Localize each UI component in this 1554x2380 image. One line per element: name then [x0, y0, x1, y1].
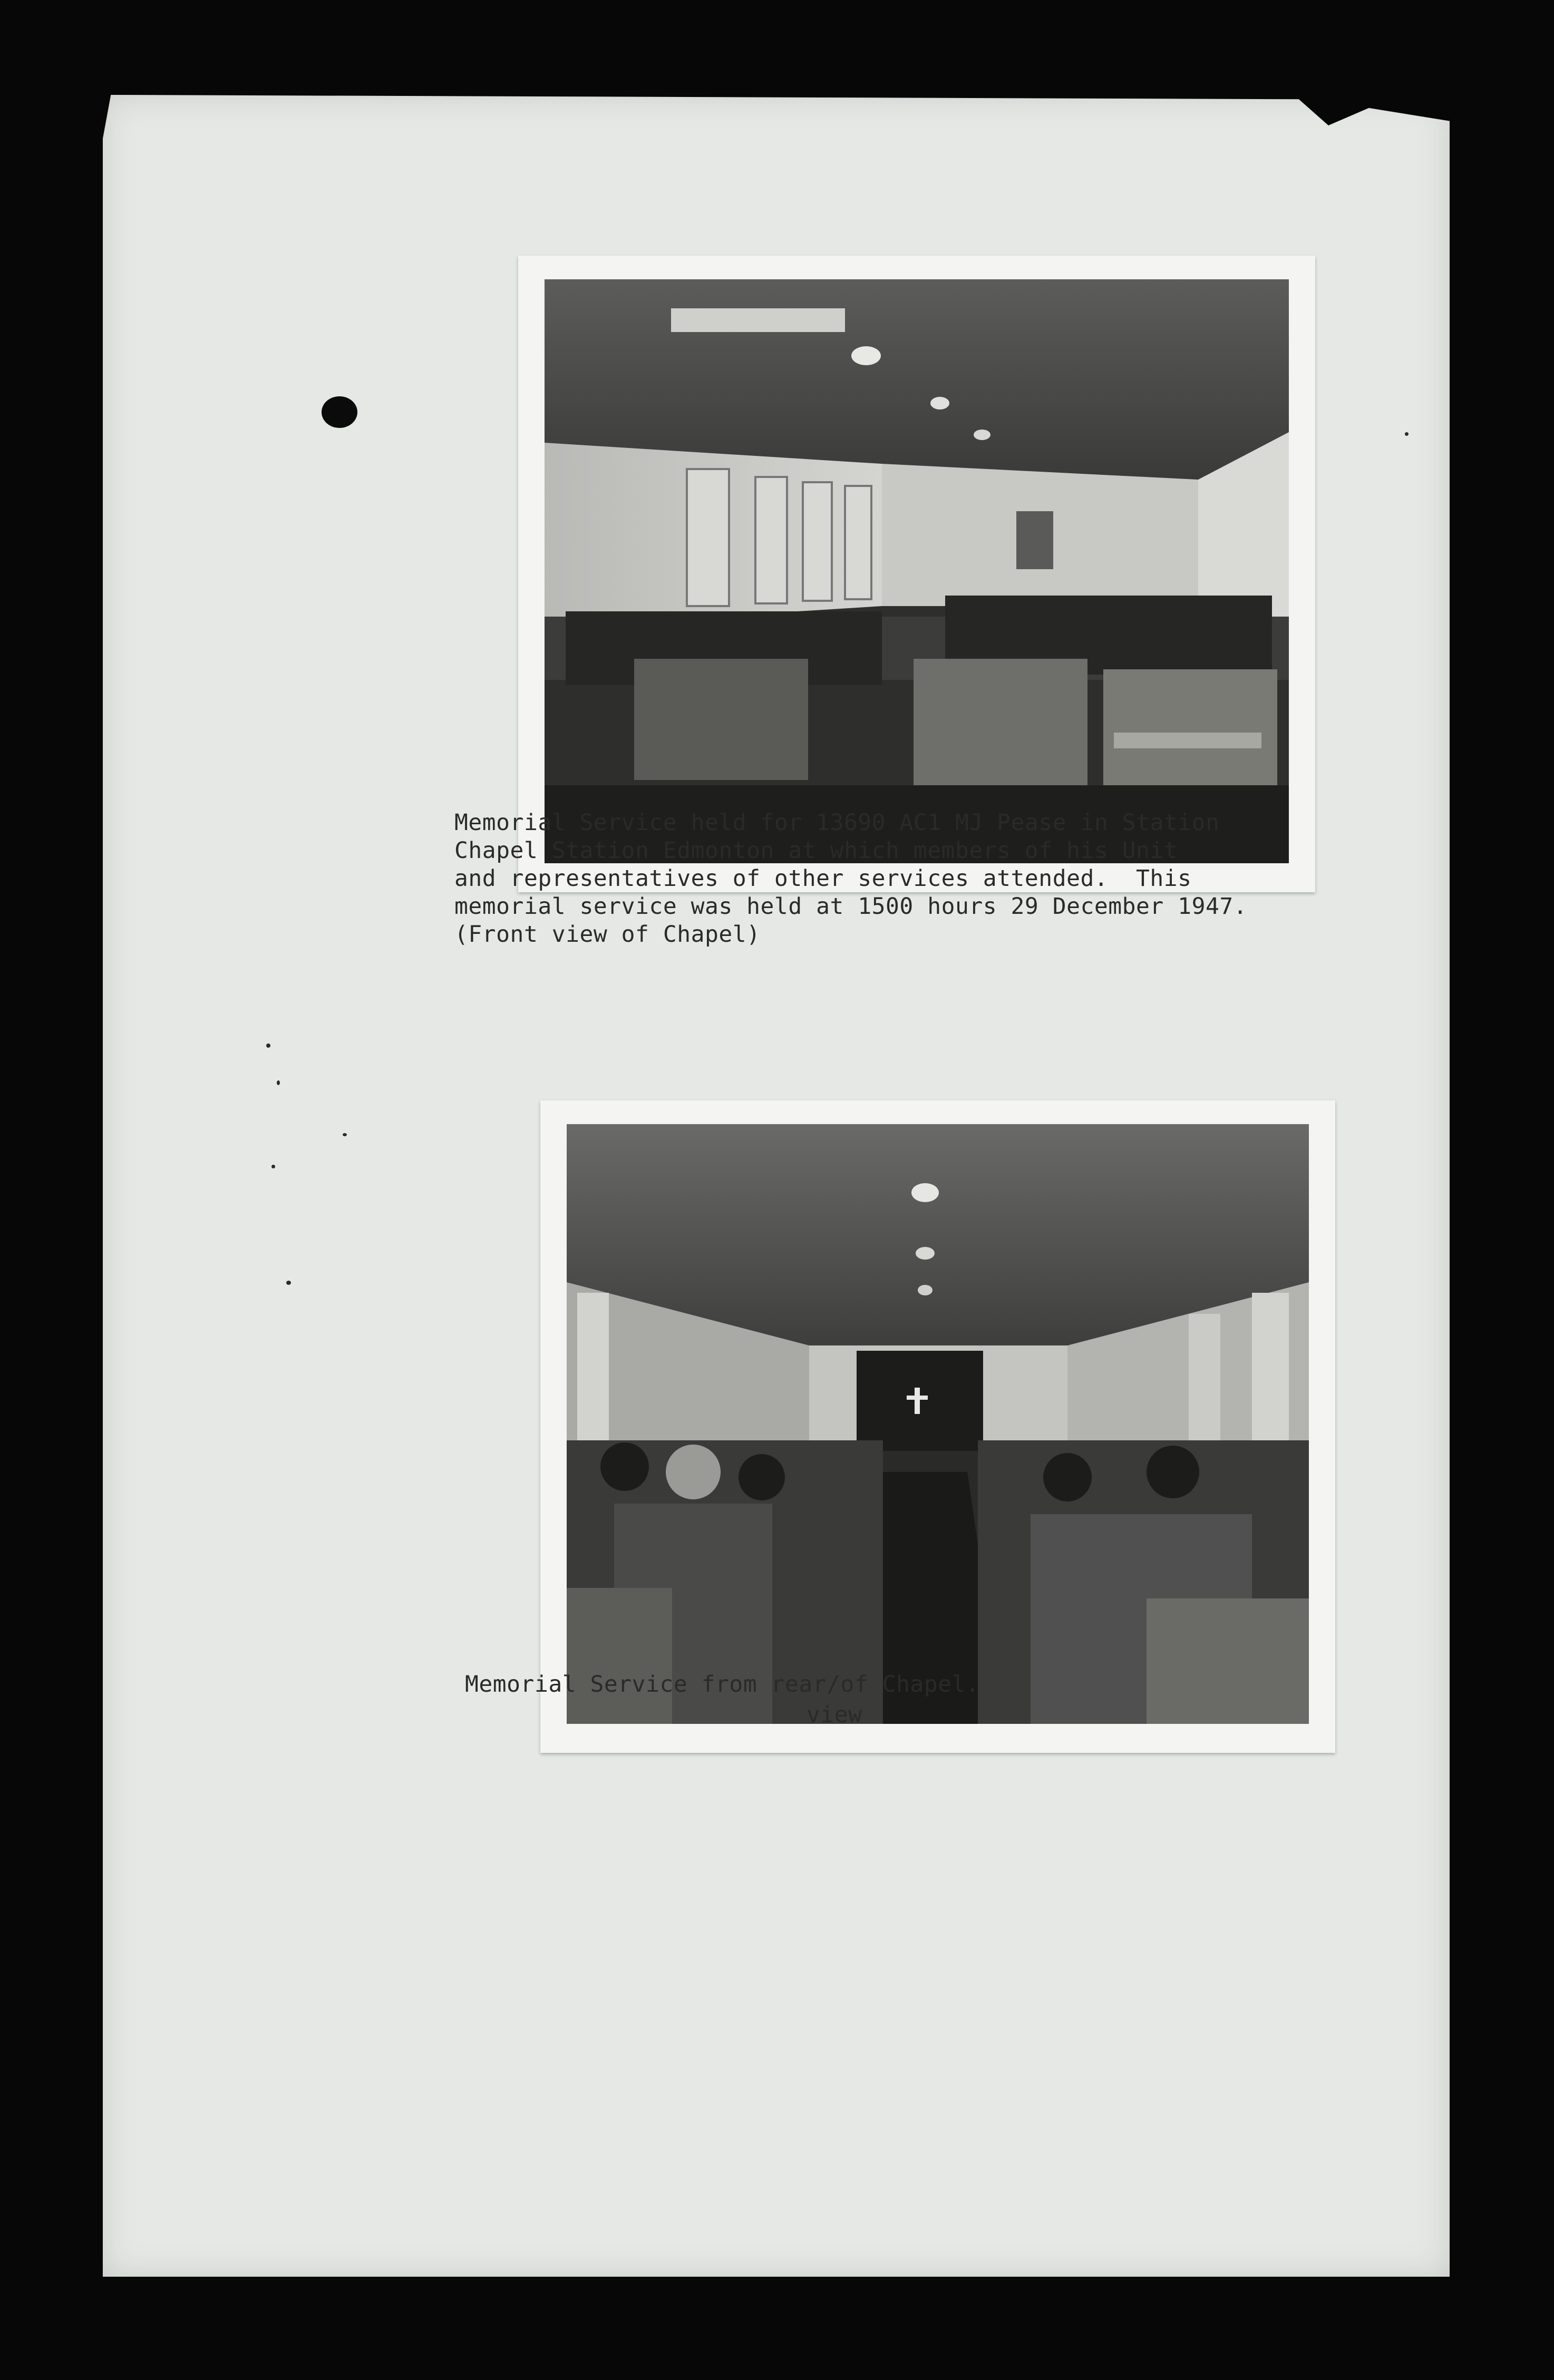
ink-speck — [343, 1133, 347, 1136]
photo-rear-view — [540, 1100, 1335, 1753]
caption-rear-view: Memorial Service from rear/of Chapel. — [465, 1671, 980, 1698]
ink-speck — [286, 1281, 291, 1285]
caption-front-view — [454, 809, 1247, 949]
ink-speck — [277, 1080, 280, 1085]
photo-front-view-image — [545, 279, 1289, 863]
punch-hole — [322, 396, 357, 428]
caption-rear-view-insert: view — [807, 1702, 862, 1728]
chapel-front-illustration — [545, 279, 1289, 863]
caption-line: memorial service was held at 1500 hours 29 December 1947. — [454, 893, 1248, 920]
photo-rear-view-image — [567, 1124, 1309, 1724]
photo-front-view — [518, 256, 1315, 892]
caption-line: Memorial Service held for 13690 AC1 MJ Pease in Station — [454, 809, 1220, 836]
document-sheet — [103, 95, 1450, 2277]
ink-speck — [271, 1165, 275, 1168]
caption-line: and representatives of other services attended. This — [454, 865, 1192, 892]
caption-line: (Front view of Chapel) — [454, 921, 761, 948]
ink-speck — [1405, 432, 1409, 436]
chapel-rear-illustration — [567, 1124, 1309, 1724]
caption-line: Chapel Station Edmonton at which members of his Unit — [454, 837, 1178, 864]
ink-speck — [266, 1043, 270, 1048]
